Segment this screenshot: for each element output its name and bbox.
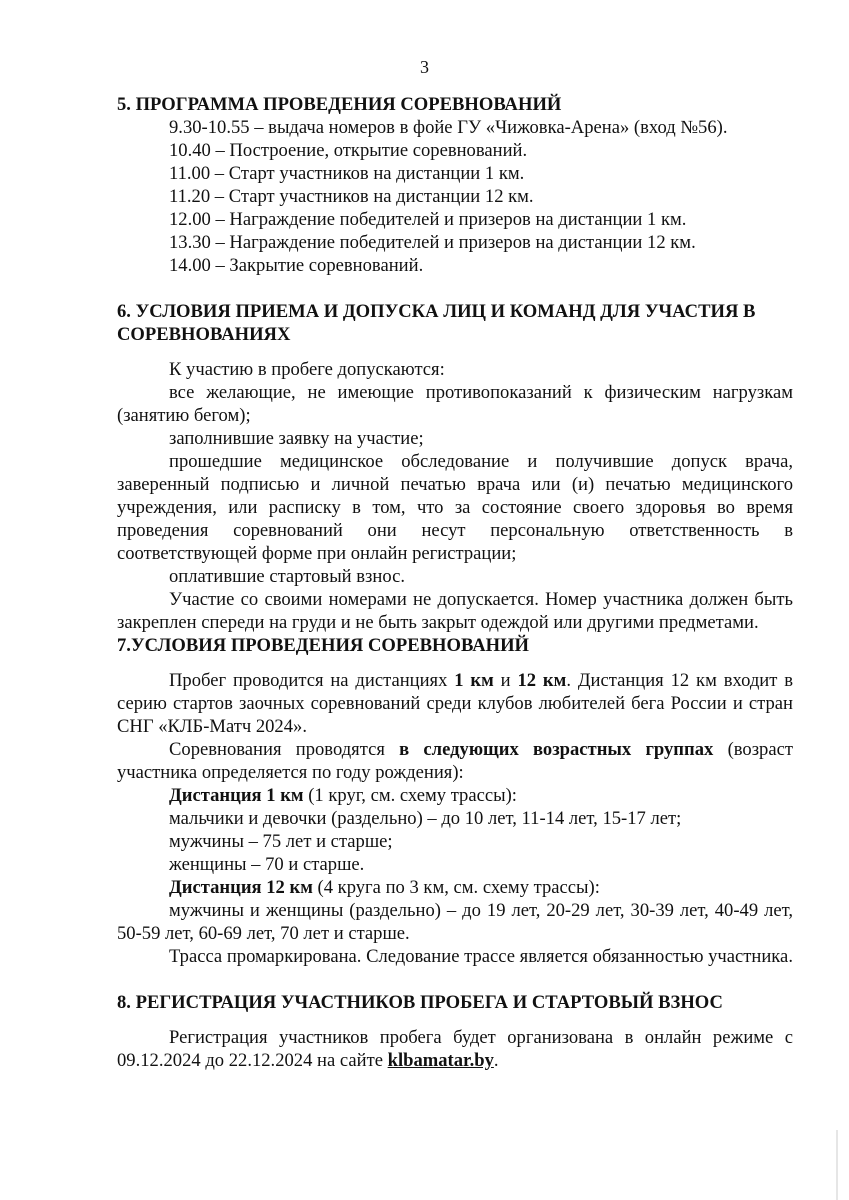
paragraph: К участию в пробеге допускаются: [169, 359, 445, 380]
age-group-line: мужчины – 75 лет и старше; [169, 831, 393, 852]
program-item: 14.00 – Закрытие соревнований. [169, 255, 424, 276]
age-group-line: мужчины и женщины (раздельно) – до 19 лет, 20-29 лет, 30-39 лет, 40-49 лет, 50-59 лет, 60-69 лет, 70 лет и старше. [117, 900, 793, 944]
program-item: 10.40 – Построение, открытие соревнований. [169, 140, 528, 161]
scan-edge-line [836, 1130, 838, 1200]
distance-12km-label: 12 км [517, 670, 567, 691]
paragraph: заполнившие заявку на участие; [169, 428, 424, 449]
paragraph: Трасса промаркирована. Следование трассе является обязанностью участника. [169, 946, 793, 967]
section-6-title: 6. УСЛОВИЯ ПРИЕМА И ДОПУСКА ЛИЦ И КОМАНД ДЛЯ УЧАСТИЯ В СОРЕВНОВАНИЯХ [117, 301, 756, 345]
program-item: 12.00 – Награждение победителей и призеров на дистанции 1 км. [169, 209, 687, 230]
program-item: 9.30-10.55 – выдача номеров в фойе ГУ «Чижовка-Арена» (вход №56). [169, 117, 728, 138]
paragraph: Соревнования проводятся в следующих возрастных группах (возраст участника определяется по году рождения): [117, 739, 793, 783]
section-8-registration [117, 991, 793, 1072]
paragraph: оплатившие стартовый взнос. [169, 566, 406, 587]
paragraph: Регистрация участников пробега будет организована в онлайн режиме с 09.12.2024 до 22.12.2024 на сайте klbamatar.by. [117, 1027, 793, 1071]
section-5-program [117, 93, 793, 277]
section-5-title: 5. ПРОГРАММА ПРОВЕДЕНИЯ СОРЕВНОВАНИЙ [117, 94, 562, 115]
registration-site-link[interactable]: klbamatar.by [387, 1050, 494, 1071]
age-group-line: мальчики и девочки (раздельно) – до 10 лет, 11-14 лет, 15-17 лет; [169, 808, 682, 829]
age-group-line: женщины – 70 и старше. [169, 854, 365, 875]
paragraph: Пробег проводится на дистанциях 1 км и 12 км. Дистанция 12 км входит в серию стартов заочных соревнований среди клубов любителей бега России и стран СНГ «КЛБ-Матч 2024». [117, 670, 794, 737]
program-item: 11.20 – Старт участников на дистанции 12 км. [169, 186, 534, 207]
page-number: 3 [420, 57, 429, 77]
program-item: 13.30 – Награждение победителей и призеров на дистанции 12 км. [169, 232, 696, 253]
program-item: 11.00 – Старт участников на дистанции 1 км. [169, 163, 525, 184]
paragraph: все желающие, не имеющие противопоказаний к физическим нагрузкам (занятию бегом); [117, 382, 793, 426]
distance-12km-heading: Дистанция 12 км (4 круга по 3 км, см. схему трассы): [169, 877, 600, 898]
paragraph: Участие со своими номерами не допускается. Номер участника должен быть закреплен спереди на груди и не быть закрыт одеждой или другими предметами. [117, 589, 793, 633]
paragraph: прошедшие медицинское обследование и получившие допуск врача, заверенный подписью и личной печатью врача или (и) печатью медицинского учреждения, или расписку в том, что за состояние своего здоровья во время проведения соревнований они несут персональную ответственность в соответствующей форме при онлайн регистрации; [117, 451, 793, 564]
section-7-title: 7.УСЛОВИЯ ПРОВЕДЕНИЯ СОРЕВНОВАНИЙ [117, 635, 530, 656]
distance-1km-heading: Дистанция 1 км (1 круг, см. схему трассы): [169, 785, 517, 806]
section-8-title: 8. РЕГИСТРАЦИЯ УЧАСТНИКОВ ПРОБЕГА И СТАРТОВЫЙ ВЗНОС [117, 992, 723, 1013]
section-6-admission [117, 300, 793, 634]
section-7-conditions [117, 634, 793, 968]
document-body [117, 93, 793, 1072]
distance-1km-label: 1 км [454, 670, 494, 691]
age-groups-emphasis: в следующих возрастных группах [399, 739, 714, 760]
